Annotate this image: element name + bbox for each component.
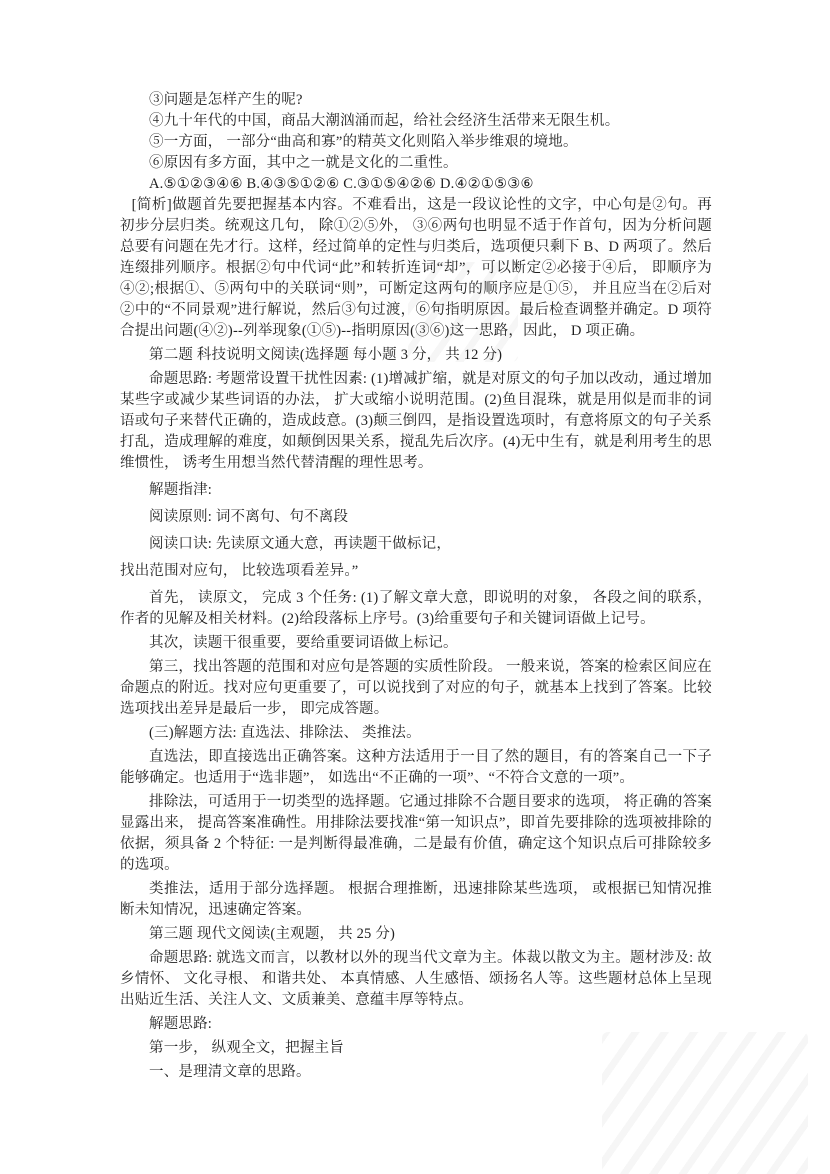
numbered-sentence-6: ⑥原因有多方面，其中之一就是文化的二重性。 <box>149 155 458 171</box>
answer-options-line: A.⑤①②③④⑥ B.④③⑤①②⑥ C.③①⑤④②⑥ D.④②①⑤③⑥ <box>149 176 534 192</box>
question2-approach-paragraph: 命题思路: 考题常设置干扰性因素: (1)增减扩缩，就是对原文的句子加以改动，通过增加某些字或减少某些词语的办法， 扩大或缩小说明范围。(2)鱼目混珠，就是用似是而非的词语或句子来替代正确的，造成歧意。(3)颠三倒四，是指设置选项时，有意将原文的句子关系打乱，造成理解的难度，如颠倒因果关系，搅乱先后次序。(4)无中生有，就是利用考生的思维惯性， 诱考生用想当然代替清醒的理性思考。 <box>120 371 712 471</box>
methods-heading: (三)解题方法: 直选法、排除法、 类推法。 <box>149 725 421 741</box>
elimination-method-paragraph: 排除法，可适用于一切类型的选择题。它通过排除不合题目要求的选项， 将正确的答案显露出来， 提高答案准确性。用排除法要找准“第一知识点”，即首先要排除的选项被排除的依据，须具备 2 个特征: 一是判断得最准确，二是最有价值，确定这个知识点后可排除较多的选项。 <box>120 794 712 873</box>
numbered-sentence-4: ④九十年代的中国，商品大潮汹涌而起，给社会经济生活带来无限生机。 <box>149 113 620 129</box>
step-first-paragraph: 首先， 读原文， 完成 3 个任务: (1)了解文章大意，即说明的对象， 各段之间的联系，作者的见解及相关材料。(2)给段落标上序号。(3)给重要句子和关键词语做上记号。 <box>120 590 712 627</box>
direct-method-paragraph: 直选法，即直接选出正确答案。这种方法适用于一目了然的题目，有的答案自己一下子能够确定。也适用于“选非题”， 如选出“不正确的一项”、“不符合文意的一项”。 <box>120 749 712 786</box>
section-title-question2: 第二题 科技说明文阅读(选择题 每小题 3 分， 共 12 分) <box>149 347 503 363</box>
answer-guide-heading: 解题指津: <box>149 482 213 498</box>
reading-mnemonic-line1: 阅读口诀: 先读原文通大意，再读题干做标记， <box>149 536 452 552</box>
step-second-paragraph: 其次，读题干很重要，要给重要词语做上标记。 <box>149 635 458 651</box>
step-third-paragraph: 第三，找出答题的范围和对应句是答题的实质性阶段。 一般来说，答案的检索区间应在命题点的附近。找对应句更重要了，可以说找到了对应的句子，就基本上找到了答案。比较选项找出差异是最后一步， 即完成答题。 <box>120 659 712 717</box>
reading-principle-line: 阅读原则: 词不离句、句不离段 <box>149 509 349 525</box>
subpoint-line: 一、是理清文章的思路。 <box>149 1064 311 1080</box>
analysis-paragraph: [简析]做题首先要把握基本内容。不难看出，这是一段议论性的文字，中心句是②句。再初步分层归类。统观这几句， 除①②⑤外， ③⑥两句也明显不适于作首句，因为分析问题总要有问题在先才行。这样，经过简单的定性与归类后，选项便只剩下 B、D 两项了。然后连缀排列顺序。根据②句中代词“此”和转折连词“却”，可以断定②必接于④后， 即顺序为④②;根据①、⑤两句中的关联词“则”，可断定这两句的顺序应是①⑤， 并且应当在②后对②中的“不同景观”进行解说，然后③句过渡，⑥句指明原因。最后检查调整并确定。D 项符合提出问题(④②)--列举现象(①⑤)--指明原因(③⑥)这一思路，因此， D 项正确。 <box>120 197 712 339</box>
reading-mnemonic-line2: 找出范围对应句， 比较选项看差异。” <box>120 563 359 579</box>
analogy-method-paragraph: 类推法，适用于部分选择题。 根据合理推断，迅速排除某些选项， 或根据已知情况推断未知情况，迅速确定答案。 <box>120 881 712 918</box>
numbered-sentence-5: ⑤一方面， 一部分“曲高和寡”的精英文化则陷入举步维艰的境地。 <box>149 134 578 150</box>
section-title-question3: 第三题 现代文阅读(主观题， 共 25 分) <box>149 926 396 942</box>
step-one-line: 第一步， 纵观全文，把握主旨 <box>149 1040 344 1056</box>
numbered-sentence-3: ③问题是怎样产生的呢? <box>149 92 303 108</box>
document-body <box>120 90 712 1083</box>
question3-approach-paragraph: 命题思路: 就选文而言，以教材以外的现当代文章为主。体裁以散文为主。题材涉及: 故乡情怀、 文化寻根、 和谐共处、 本真情感、人生感悟、颂扬名人等。这些题材总体上呈现出贴近生活、关注人文、文质兼美、意蕴丰厚等特点。 <box>120 950 712 1008</box>
solution-idea-heading: 解题思路: <box>149 1016 213 1032</box>
